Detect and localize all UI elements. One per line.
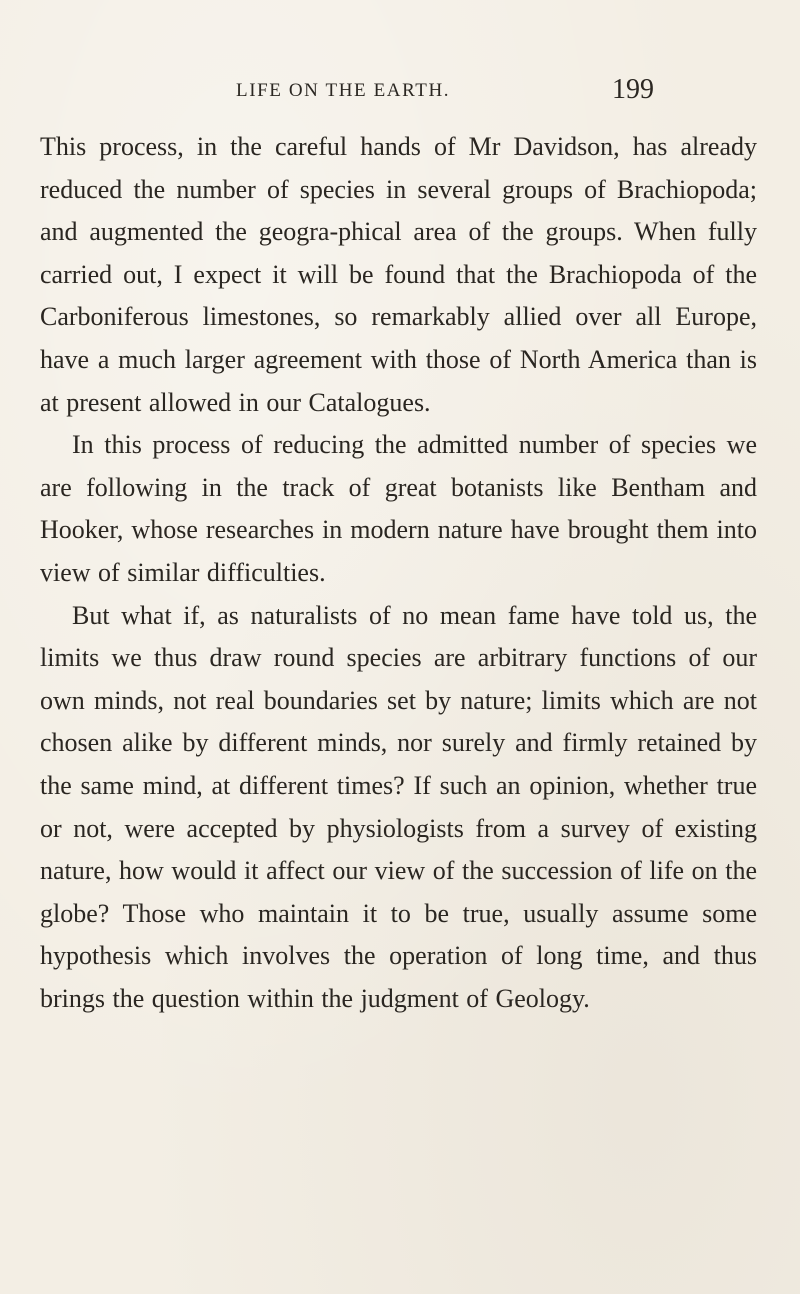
body-text bbox=[40, 126, 757, 1020]
paragraph-1: This process, in the careful hands of Mr Davidson, has already reduced the number of species in several groups of Brachiopoda; and augmented the geogra-phical area of the groups. When fully carried out, I expect it will be found that the Brachiopoda of the Carboniferous limestones, so remarkably allied over all Europe, have a much larger agreement with those of North America than is at present allowed in our Catalogues. bbox=[40, 132, 757, 417]
paragraph-2: In this process of reducing the admitted number of species we are following in the track of great botanists like Bentham and Hooker, whose researches in modern nature have brought them into view of similar difficulties. bbox=[40, 430, 757, 587]
page-number: 199 bbox=[612, 74, 654, 105]
running-header bbox=[0, 74, 800, 108]
paragraph-3: But what if, as naturalists of no mean fame have told us, the limits we thus draw round species are arbitrary functions of our own minds, not real boundaries set by nature; limits which are not chosen alike by different minds, nor surely and firmly retained by the same mind, at different times? If such an opinion, whether true or not, were accepted by physiologists from a survey of existing nature, how would it affect our view of the succession of life on the globe? Those who maintain it to be true, usually assume some hypothesis which involves the operation of long time, and thus brings the question within the judgment of Geology. bbox=[40, 600, 757, 1013]
running-title: LIFE ON THE EARTH. bbox=[236, 80, 451, 101]
